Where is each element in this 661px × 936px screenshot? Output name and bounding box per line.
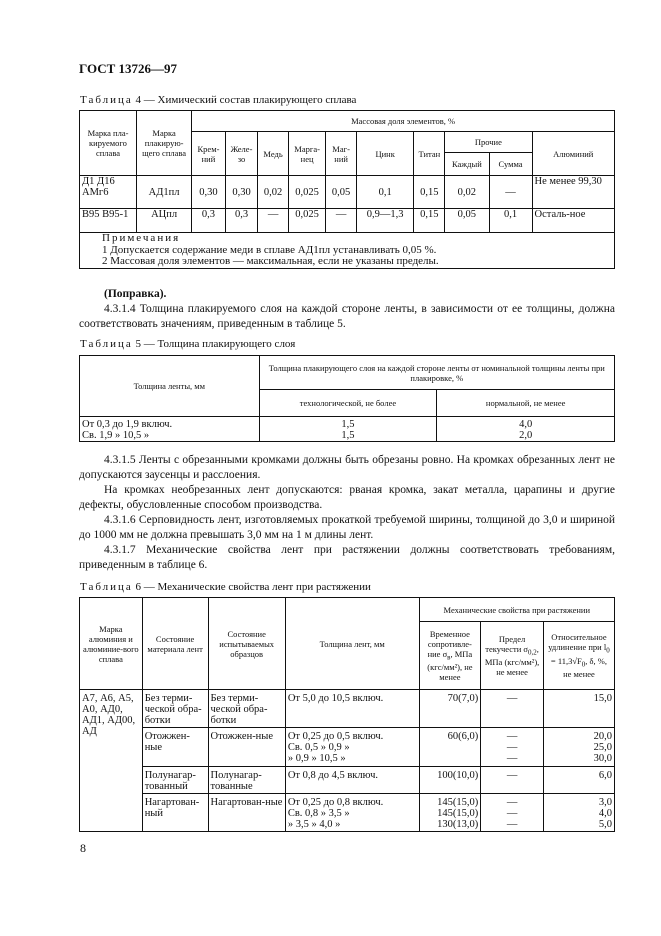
t6-row2-yld-2: — [506,742,518,753]
t4-row1-al: Не менее 99,30 [532,176,614,209]
t6-row1-el-1: 15,0 [593,693,612,704]
t4-notes-title: Примечания [102,232,181,244]
t4-note1: 1 Допускается содержание меди в сплаве АД1пл устанавливать 0,05 %. [102,243,437,256]
t4-header-other: Прочие [445,132,532,153]
t6-row2-samp: Отожжен-ные [208,728,285,767]
t4-header-si: Крем-ний [192,132,226,176]
t4-row1-mn: 0,025 [288,176,326,209]
t5-header-norm: нормальной, не менее [437,390,615,417]
t4-notes [80,233,615,269]
t4-row1-si: 0,30 [192,176,226,209]
t6-strength-label: Временное сопротивле-ние σ [427,628,472,659]
t4-header-clad-grade: Марка плакирую-щего сплава [137,111,192,176]
table4-caption-text: 4 — Химический состав плакирующего сплава [135,94,357,106]
t4-row1-grade: Д1 Д16 АМг6 [80,176,137,209]
t6-row3-thick [285,767,419,794]
t4-row2-sum: 0,1 [489,209,532,233]
table5 [79,355,615,442]
document-title: ГОСТ 13726—97 [79,61,178,76]
t6-row2-str [419,728,481,767]
t6-row4-str-1: 145(15,0) [437,797,479,808]
t5-row1-label: От 0,3 до 1,9 включ. [82,419,173,430]
t4-header-zn: Цинк [356,132,414,176]
t6-row1-thick-1: От 5,0 до 10,5 включ. [287,693,384,704]
t6-strength-unit: , МПа (кгс/мм²), не менее [427,648,473,683]
clause-4-3-1-6: 4.3.1.6 Серповидность лент, изготовляемых прокаткой требуемой ширины, толщиной до 3,0 и шириной до 1000 мм не должна превышать 3,0 мм на 1 м длины лент. [79,514,615,541]
t5-row1-tech: 1,5 [341,419,355,430]
t6-header-thickness: Толщина лент, мм [285,598,419,690]
t6-header-yield: Предел текучести $\sigma_{0,2}$, МПа (кгс/мм²), не менее [481,622,544,690]
t6-row2-yld-1: — [506,731,518,742]
clause-4-3-1-4: 4.3.1.4 Толщина плакируемого слоя на каждой стороне ленты, в зависимости от ее толщины, должна соответствовать значениям, приведенным в таблице 5. [79,303,615,330]
t6-row2-el-3: 30,0 [593,753,612,764]
t6-row2-el-1: 20,0 [593,731,612,742]
t4-row2-mg: — [326,209,356,233]
t6-row4-el [543,794,614,832]
t4-row1-each: 0,02 [445,176,489,209]
t4-row2-ti: 0,15 [414,209,445,233]
t5-row2-norm: 2,0 [519,430,533,441]
t6-row2-thick-3: » 0,9 » 10,5 » [287,753,346,764]
amendment-note: (Поправка). [104,288,167,300]
t5-header-thickness: Толщина ленты, мм [80,356,260,417]
t6-row3-el-1: 6,0 [598,770,612,781]
t6-row4-thick-3: » 3,5 » 4,0 » [287,819,341,830]
table4-caption-label: Таблица [80,94,133,106]
t6-row2-yld [481,728,544,767]
t5-header-clad: Толщина плакирующего слоя на каждой стороне ленты от номинальной толщины ленты при плакировке, % [259,356,614,390]
t6-yield-label: Предел текучести σ [485,633,528,654]
t5-tech-cell [259,417,437,442]
table6-caption [80,581,371,593]
t6-row3-mat: Полунагар-тованный [142,767,208,794]
table4 [79,110,615,269]
clause-4-3-1-7: 4.3.1.7 Механические свойства лент при растяжении должны соответствовать требованиям, приведенным в таблице 6. [79,544,615,571]
t6-row2-el [543,728,614,767]
t5-row1-norm: 4,0 [519,419,533,430]
t4-row2-grade: В95 В95-1 [80,209,137,233]
table6-caption-text: 6 — Механические свойства лент при растяжении [135,581,371,593]
t6-header-elongation: Относительное удлинение при $l_0 = 11,3√F_0$, δ, %, не менее [543,622,614,690]
t6-row1-el [543,690,614,728]
t6-row3-str-1: 100(10,0) [437,770,479,781]
t5-header-tech: технологической, не более [259,390,437,417]
t6-row2-str-1: 60(6,0) [447,731,479,742]
t6-row3-samp: Полунагар-тованные [208,767,285,794]
t6-row1-yld-1: — [506,693,518,704]
table5-caption-text: 5 — Толщина плакирующего слоя [135,338,296,350]
t4-header-cu: Медь [258,132,289,176]
t6-header-mech: Механические свойства при растяжении [419,598,614,622]
t6-grades: А7, А6, А5, А0, АД0, АД1, АД00, АД [80,690,143,832]
clause-4-3-1-5-cont: На кромках необрезанных лент допускаются: рваная кромка, закат металла, царапины и другие дефекты, обусловленные способом производства. [79,484,615,511]
t4-header-grade: Марка пла-кируемого сплава [80,111,137,176]
t4-row1-cu: 0,02 [258,176,289,209]
t4-header-each: Каждый [445,153,489,176]
t4-header-mass: Массовая доля элементов, % [192,111,615,132]
t4-header-fe: Желе-зо [225,132,258,176]
t4-header-mn: Марга-нец [288,132,326,176]
t6-row1-thick [285,690,419,728]
t6-header-strength: Временное сопротивле-ние $\sigma_в$, МПа (кгс/мм²), не менее [419,622,481,690]
t6-row4-yld-1: — [506,797,518,808]
t5-norm-cell [437,417,615,442]
t5-thickness-cell [80,417,260,442]
t6-row4-thick-1: От 0,25 до 0,8 включ. [287,797,384,808]
table5-caption [80,338,295,350]
t6-row4-thick [285,794,419,832]
t6-row4-el-3: 5,0 [598,819,612,830]
t4-row2-mn: 0,025 [288,209,326,233]
t6-row3-thick-1: От 0,8 до 4,5 включ. [287,770,378,781]
t4-row2-clad: АЦпл [137,209,192,233]
t4-row1-sum: — [489,176,532,209]
t4-header-sum: Сумма [489,153,532,176]
t6-row4-el-1: 3,0 [598,797,612,808]
t4-row1-mg: 0,05 [326,176,356,209]
t6-header-sample-state: Состояние испытываемых образцов [208,598,285,690]
t4-row2-zn: 0,9—1,3 [356,209,414,233]
t6-header-material-state: Состояние материала лент [142,598,208,690]
t6-row2-yld-3: — [506,753,518,764]
t6-row1-yld [481,690,544,728]
t4-header-al: Алюминий [532,132,614,176]
t6-row3-yld-1: — [506,770,518,781]
t6-row2-thick-2: Св. 0,5 » 0,9 » [287,742,350,753]
t6-row2-thick [285,728,419,767]
t6-header-grade: Марка алюминия и алюминие-вого сплава [80,598,143,690]
t4-header-mg: Маг-ний [326,132,356,176]
t6-elong-unit: , δ, %, не менее [563,655,607,680]
t4-row1-clad: АД1пл [137,176,192,209]
text-block-1 [79,287,615,332]
t6-row4-yld [481,794,544,832]
text-block-2 [79,453,615,573]
t6-row1-mat: Без терми-ческой обра-ботки [142,690,208,728]
t4-row2-al: Осталь-ное [532,209,614,233]
t6-row4-samp: Нагартован-ные [208,794,285,832]
t6-row2-mat: Отожжен-ные [142,728,208,767]
t6-row1-str [419,690,481,728]
t6-row4-str-3: 130(13,0) [437,819,479,830]
t6-yield-unit: , МПа (кгс/мм²), не менее [484,643,540,678]
t6-elong-formula: = 11,3√F [550,655,582,666]
t5-row2-tech: 1,5 [341,430,355,441]
t6-row4-yld-2: — [506,808,518,819]
table6 [79,597,615,832]
t6-row2-el-2: 25,0 [593,742,612,753]
t4-note2: 2 Массовая доля элементов — максимальная, если не указаны пределы. [102,255,439,267]
t6-row4-str [419,794,481,832]
t4-row1-fe: 0,30 [225,176,258,209]
t4-row2-si: 0,3 [192,209,226,233]
t4-row1-zn: 0,1 [356,176,414,209]
t4-row2-each: 0,05 [445,209,489,233]
t6-elong-label: Относительное удлинение при l [548,631,607,652]
t4-row2-fe: 0,3 [225,209,258,233]
t6-row4-el-2: 4,0 [598,808,612,819]
table6-caption-label: Таблица [80,581,133,593]
t6-row4-yld-3: — [506,819,518,830]
t5-row2-label: Св. 1,9 » 10,5 » [82,430,150,441]
clause-4-3-1-5: 4.3.1.5 Ленты с обрезанными кромками должны быть обрезаны ровно. На кромках обрезанных лент не допускаются заусенцы и расслоения. [79,454,615,481]
t6-row3-str [419,767,481,794]
t6-row1-str-1: 70(7,0) [447,693,479,704]
t6-row4-str-2: 145(15,0) [437,808,479,819]
t4-row2-cu: — [258,209,289,233]
t6-row3-el [543,767,614,794]
t4-row1-ti: 0,15 [414,176,445,209]
t4-header-ti: Титан [414,132,445,176]
t6-row3-yld [481,767,544,794]
table4-caption [80,94,356,106]
page-number: 8 [80,841,86,855]
t6-row1-samp: Без терми-ческой обра-ботки [208,690,285,728]
table5-caption-label: Таблица [80,338,133,350]
t6-row4-thick-2: Св. 0,8 » 3,5 » [287,808,350,819]
t6-row4-mat: Нагартован-ный [142,794,208,832]
t6-row2-thick-1: От 0,25 до 0,5 включ. [287,731,384,742]
